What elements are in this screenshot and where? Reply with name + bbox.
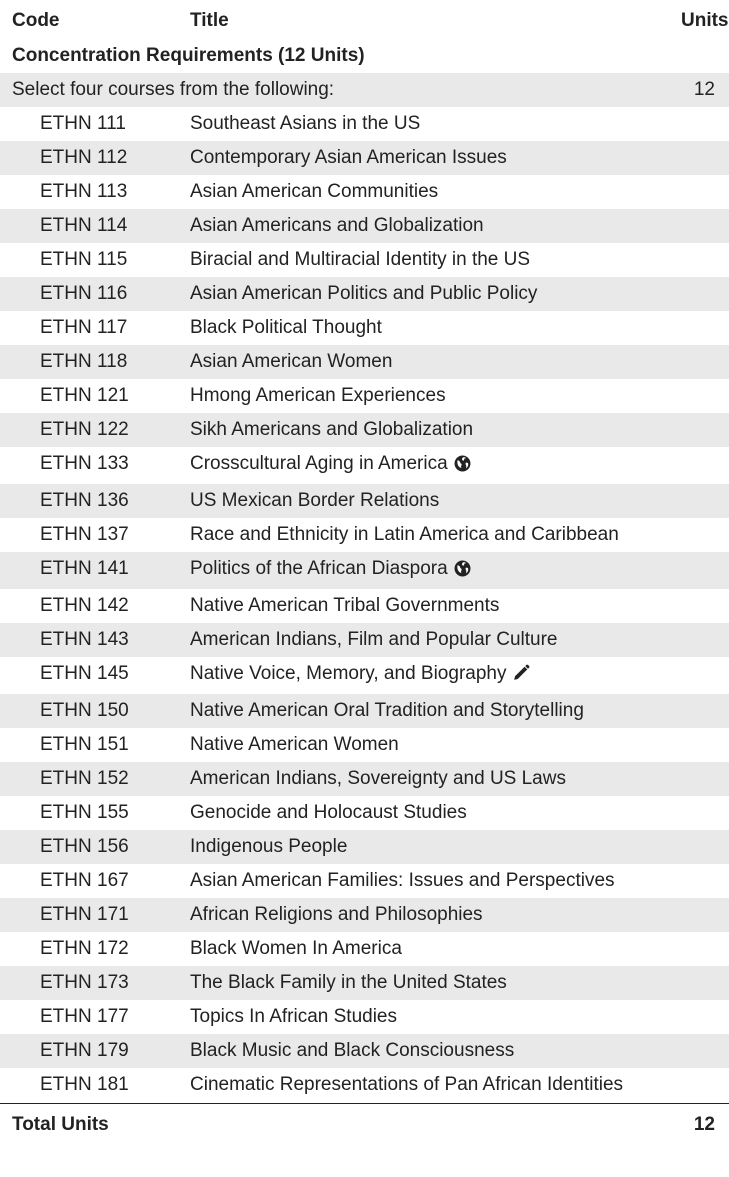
course-title: Contemporary Asian American Issues: [190, 147, 507, 168]
area-header-row: [0, 38, 729, 73]
total-row: [0, 1104, 729, 1144]
course-code[interactable]: ETHN 113: [40, 181, 128, 202]
course-title: African Religions and Philosophies: [190, 904, 483, 925]
course-units: [669, 898, 729, 932]
total-label: Total Units: [0, 1104, 669, 1144]
course-title: Hmong American Experiences: [190, 385, 446, 406]
course-code[interactable]: ETHN 115: [40, 249, 128, 270]
course-units: [669, 345, 729, 379]
course-title: Black Women In America: [190, 938, 402, 959]
course-title: Native Voice, Memory, and Biography: [190, 663, 507, 684]
course-units: [669, 209, 729, 243]
course-units: [669, 484, 729, 518]
course-title-cell: [188, 1034, 669, 1068]
select-instruction-row: [0, 73, 729, 107]
course-title: Politics of the African Diaspora: [190, 558, 448, 579]
course-title-cell: [188, 762, 669, 796]
course-title-cell: [188, 657, 669, 694]
code-column-header: Code: [12, 10, 60, 31]
course-code[interactable]: ETHN 152: [0, 762, 188, 796]
table-row: [0, 932, 729, 966]
course-units: [669, 796, 729, 830]
table-row: [0, 413, 729, 447]
course-title-cell: [188, 728, 669, 762]
table-row: [0, 1068, 729, 1104]
globe-icon: [454, 455, 471, 479]
course-title-cell: [188, 830, 669, 864]
select-instruction-units: 12: [669, 73, 729, 107]
course-title: Asian American Families: Issues and Perspectives: [190, 870, 615, 891]
pencil-icon: [512, 664, 530, 689]
table-row: [0, 447, 729, 484]
course-title: Asian American Women: [190, 351, 393, 372]
table-row: [0, 243, 729, 277]
course-code[interactable]: ETHN 137: [40, 524, 129, 545]
table-row: [0, 796, 729, 830]
table-row: [0, 657, 729, 694]
course-units: [669, 694, 729, 728]
course-title: Black Political Thought: [190, 317, 382, 338]
table-row: [0, 484, 729, 518]
table-row: [0, 107, 729, 141]
course-units: [669, 175, 729, 209]
course-code[interactable]: ETHN 177: [40, 1006, 129, 1027]
course-units: [669, 589, 729, 623]
course-title-cell: [188, 589, 669, 623]
course-code[interactable]: ETHN 145: [40, 663, 129, 684]
course-units: [669, 728, 729, 762]
course-title-cell: [188, 898, 669, 932]
table-row: [0, 345, 729, 379]
course-title-cell: [188, 141, 669, 175]
table-row: [0, 141, 729, 175]
course-title-cell: [188, 694, 669, 728]
course-code[interactable]: ETHN 167: [40, 870, 129, 891]
course-title: Crosscultural Aging in America: [190, 453, 448, 474]
course-code[interactable]: ETHN 151: [40, 734, 129, 755]
course-units: [669, 830, 729, 864]
table-header-row: [0, 0, 729, 38]
course-title: Indigenous People: [190, 836, 348, 857]
course-code[interactable]: ETHN 156: [0, 830, 188, 864]
course-units: [669, 518, 729, 552]
table-row: [0, 1034, 729, 1068]
course-title-cell: [188, 209, 669, 243]
course-title-cell: [188, 1068, 669, 1104]
course-units: [669, 623, 729, 657]
course-code[interactable]: ETHN 114: [0, 209, 188, 243]
course-units: [669, 932, 729, 966]
course-title-cell: [188, 243, 669, 277]
course-title: Southeast Asians in the US: [190, 113, 421, 134]
table-row: [0, 864, 729, 898]
table-row: [0, 966, 729, 1000]
course-title: Biracial and Multiracial Identity in the US: [190, 249, 531, 270]
title-column-header: Title: [190, 10, 229, 31]
course-title: Topics In African Studies: [190, 1006, 397, 1027]
course-units: [669, 243, 729, 277]
course-units: [669, 966, 729, 1000]
course-units: [669, 1000, 729, 1034]
course-title-cell: [188, 447, 669, 484]
course-code[interactable]: ETHN 155: [40, 802, 129, 823]
area-heading: Concentration Requirements (12 Units): [12, 45, 365, 66]
course-units: [669, 864, 729, 898]
table-row: [0, 518, 729, 552]
course-units: [669, 447, 729, 484]
course-code[interactable]: ETHN 111: [40, 113, 126, 134]
course-title: American Indians, Film and Popular Culture: [190, 629, 558, 650]
course-title: Genocide and Holocaust Studies: [190, 802, 467, 823]
course-title: Black Music and Black Consciousness: [190, 1040, 515, 1061]
globe-icon: [454, 560, 471, 584]
course-code[interactable]: ETHN 172: [40, 938, 129, 959]
table-row: [0, 762, 729, 796]
course-title: Asian American Politics and Public Policy: [190, 283, 538, 304]
course-title-cell: [188, 413, 669, 447]
course-title: US Mexican Border Relations: [190, 490, 440, 511]
course-title: Race and Ethnicity in Latin America and Caribbean: [190, 524, 619, 545]
course-units: [669, 1034, 729, 1068]
course-title-cell: [188, 1000, 669, 1034]
table-row: [0, 623, 729, 657]
course-title-cell: [188, 932, 669, 966]
course-title-cell: [188, 518, 669, 552]
course-title: Native American Tribal Governments: [190, 595, 500, 616]
course-title: The Black Family in the United States: [190, 972, 507, 993]
course-code[interactable]: ETHN 171: [0, 898, 188, 932]
course-code[interactable]: ETHN 118: [0, 345, 188, 379]
table-row: [0, 277, 729, 311]
course-code[interactable]: ETHN 117: [40, 317, 128, 338]
course-title-cell: [188, 379, 669, 413]
course-title-cell: [188, 345, 669, 379]
course-title-cell: [188, 552, 669, 589]
course-code[interactable]: ETHN 121: [40, 385, 129, 406]
table-row: [0, 209, 729, 243]
table-row: [0, 728, 729, 762]
table-row: [0, 898, 729, 932]
table-row: [0, 175, 729, 209]
course-units: [669, 379, 729, 413]
course-units: [669, 277, 729, 311]
course-code[interactable]: ETHN 141: [0, 552, 188, 589]
course-title: Sikh Americans and Globalization: [190, 419, 474, 440]
course-title: Native American Women: [190, 734, 399, 755]
course-code[interactable]: ETHN 136: [0, 484, 188, 518]
course-units: [669, 762, 729, 796]
course-units: [669, 107, 729, 141]
course-title-cell: [188, 107, 669, 141]
course-code[interactable]: ETHN 116: [0, 277, 188, 311]
course-title: Native American Oral Tradition and Storytelling: [190, 700, 584, 721]
course-units: [669, 413, 729, 447]
course-title-cell: [188, 311, 669, 345]
table-row: [0, 830, 729, 864]
total-units: 12: [669, 1104, 729, 1144]
course-title-cell: [188, 277, 669, 311]
course-code[interactable]: ETHN 173: [0, 966, 188, 1000]
course-code[interactable]: ETHN 142: [40, 595, 129, 616]
table-row: [0, 694, 729, 728]
course-units: [669, 141, 729, 175]
table-row: [0, 1000, 729, 1034]
course-code[interactable]: ETHN 112: [0, 141, 188, 175]
course-code[interactable]: ETHN 133: [40, 453, 129, 474]
course-title-cell: [188, 966, 669, 1000]
table-row: [0, 379, 729, 413]
course-title-cell: [188, 623, 669, 657]
course-title: Cinematic Representations of Pan African Identities: [190, 1074, 624, 1095]
course-title: American Indians, Sovereignty and US Laws: [190, 768, 566, 789]
course-title: Asian Americans and Globalization: [190, 215, 484, 236]
course-units: [669, 552, 729, 589]
course-title: Asian American Communities: [190, 181, 439, 202]
course-code[interactable]: ETHN 122: [0, 413, 188, 447]
course-title-cell: [188, 864, 669, 898]
table-row: [0, 552, 729, 589]
course-title-cell: [188, 175, 669, 209]
course-code[interactable]: ETHN 150: [0, 694, 188, 728]
course-title-cell: [188, 796, 669, 830]
select-instruction: Select four courses from the following:: [0, 73, 669, 107]
course-units: [669, 311, 729, 345]
course-units: [669, 1068, 729, 1104]
course-title-cell: [188, 484, 669, 518]
course-code[interactable]: ETHN 143: [0, 623, 188, 657]
units-column-header: Units: [681, 10, 729, 31]
course-units: [669, 657, 729, 694]
course-code[interactable]: ETHN 181: [40, 1074, 129, 1095]
course-code[interactable]: ETHN 179: [0, 1034, 188, 1068]
table-row: [0, 589, 729, 623]
table-row: [0, 311, 729, 345]
